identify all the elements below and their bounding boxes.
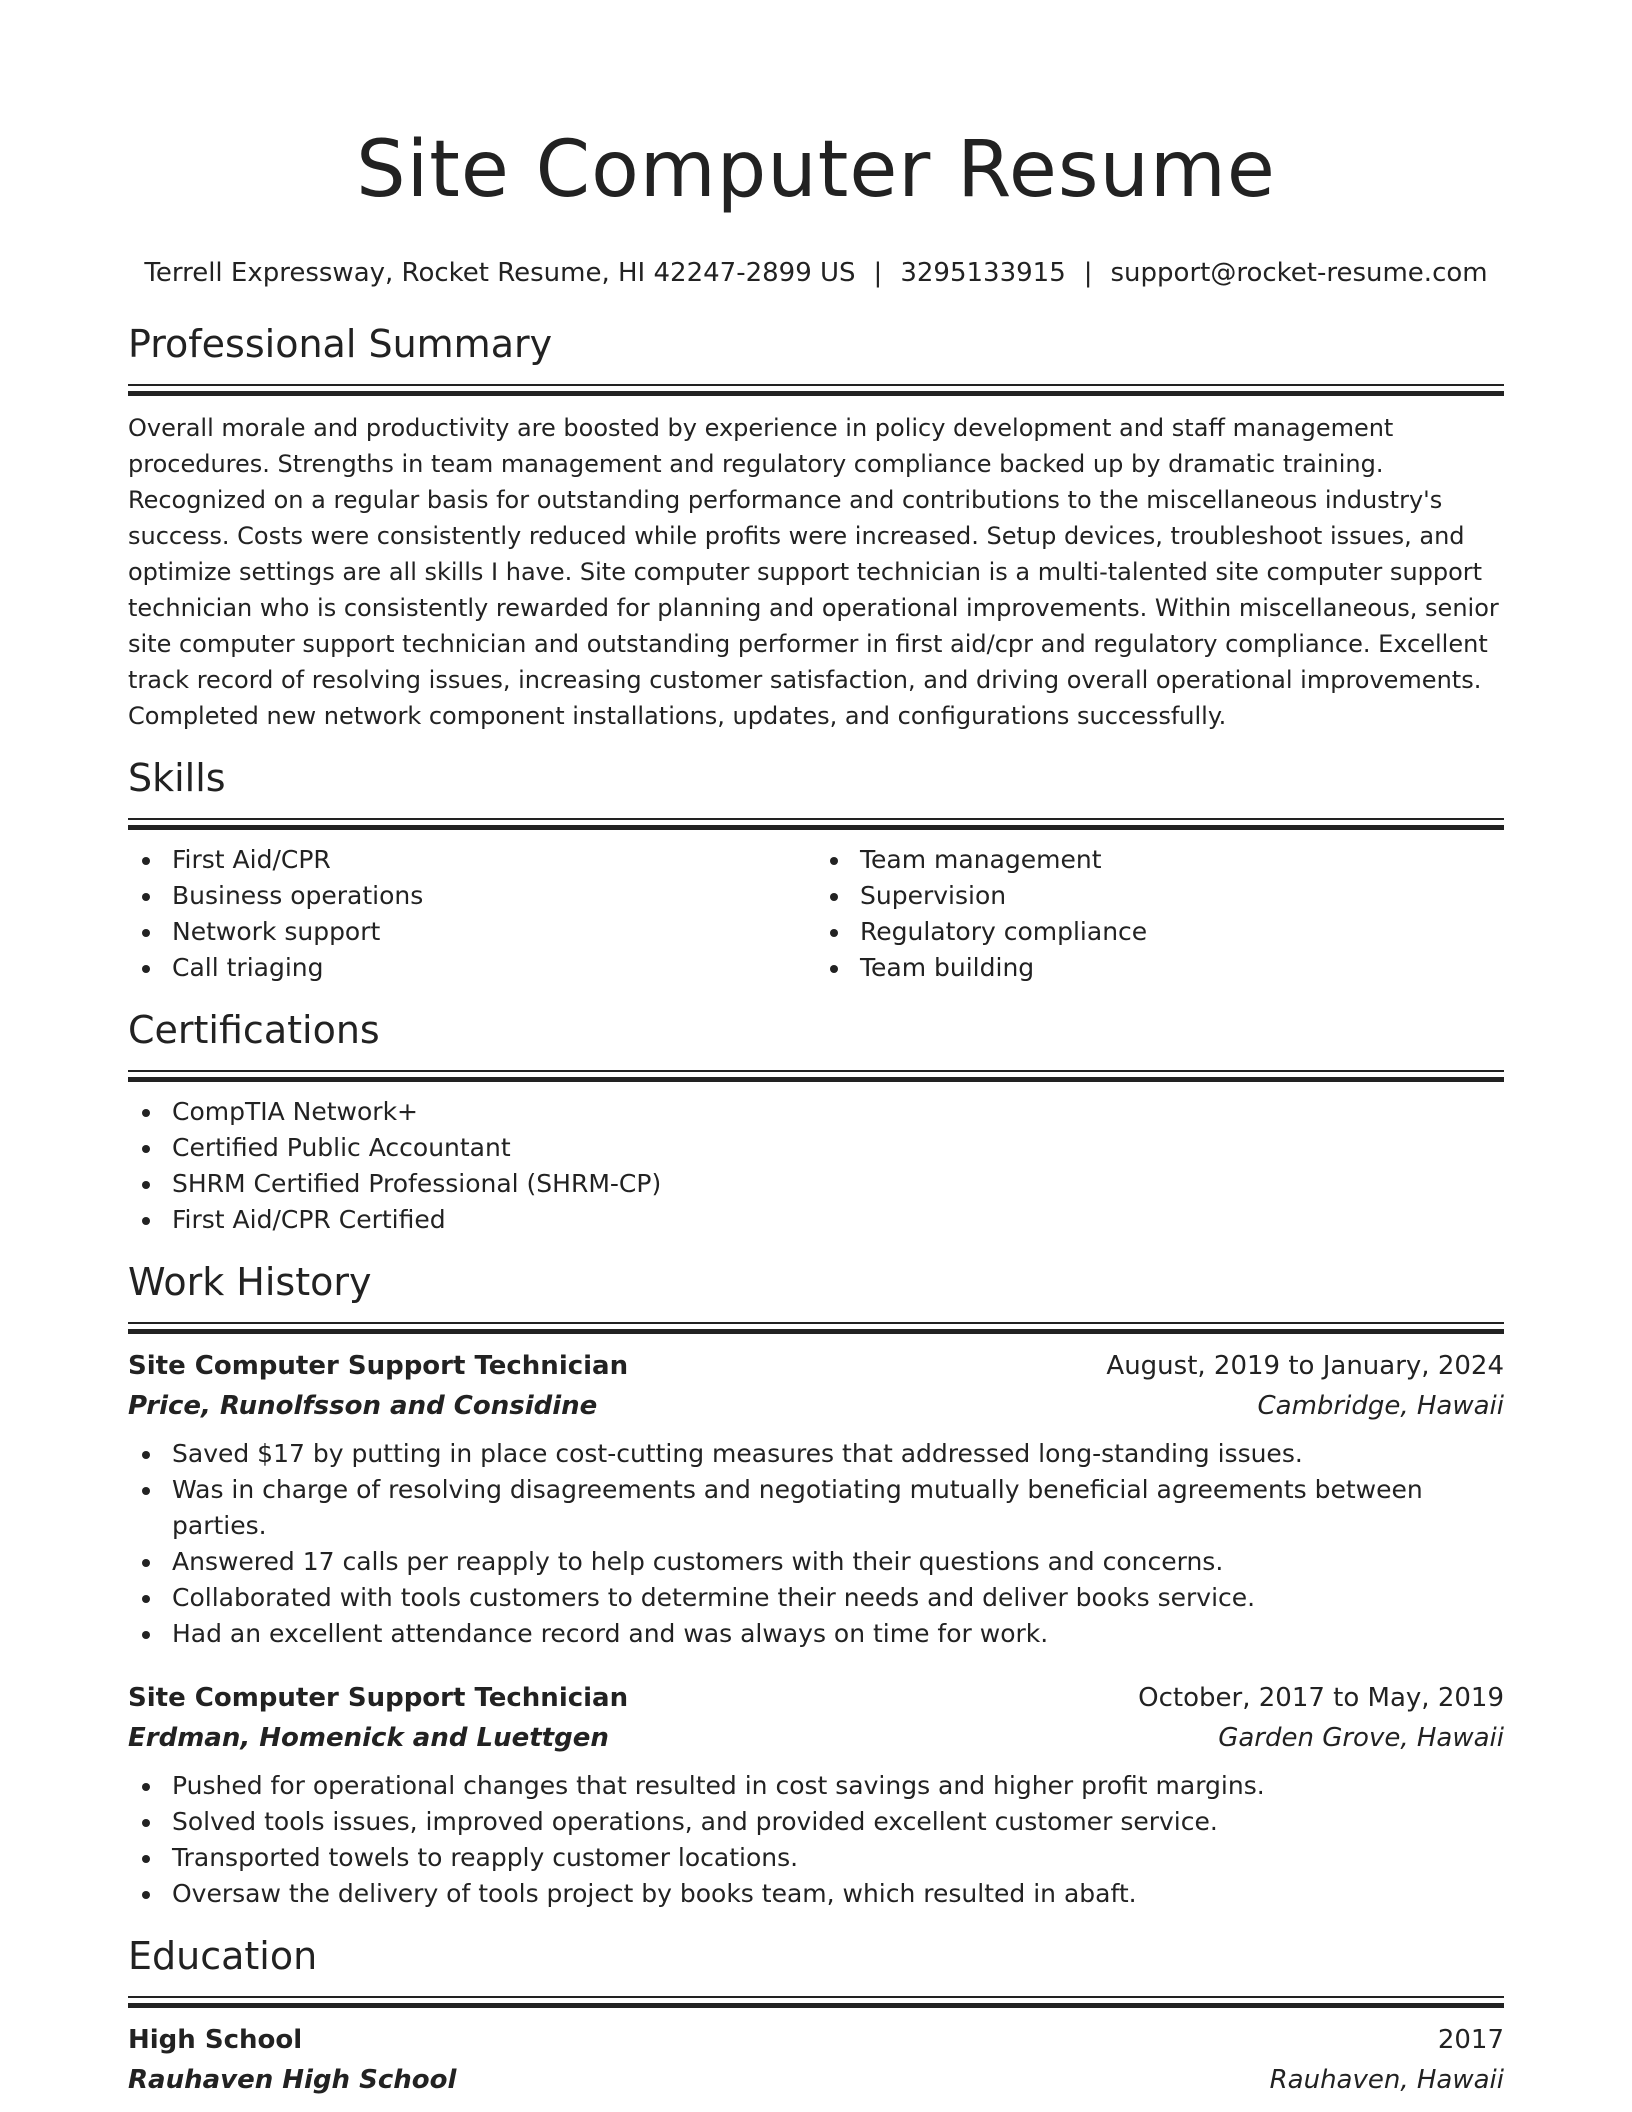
job-location: Cambridge, Hawaii	[1257, 1391, 1504, 1421]
job-duties	[128, 1436, 1504, 1652]
contact-phone: 3295133915	[900, 258, 1066, 288]
skill-item: Supervision	[816, 878, 1504, 914]
certification-item: Certified Public Accountant	[128, 1130, 1504, 1166]
summary-text: Overall morale and productivity are boosted by experience in policy development and staff management procedures. Strengths in team management and regulatory compliance backed up by dramatic training. Recognized on a regular basis for outstanding performance and contributions to the miscellaneous industry's success. Costs were consistently reduced while profits were increased. Setup devices, troubleshoot issues, and optimize settings are all skills I have. Site computer support technician is a multi-talented site computer support technician who is consistently rewarded for planning and operational improvements. Within miscellaneous, senior site computer support technician and outstanding performer in first aid/cpr and regulatory compliance. Excellent track record of resolving issues, increasing customer satisfaction, and driving overall operational improvements. Completed new network component installations, updates, and configurations successfully.	[128, 414, 1499, 730]
education-school: Rauhaven High School	[128, 2065, 457, 2095]
education-year: 2017	[1437, 2025, 1504, 2055]
section-title-education: Education	[128, 1934, 318, 1978]
skill-item: Team management	[816, 842, 1504, 878]
section-divider	[128, 1996, 1504, 2010]
job-duty: Was in charge of resolving disagreements and negotiating mutually beneficial agreements between parties.	[128, 1472, 1504, 1544]
section-skills	[128, 754, 1504, 986]
contact-email[interactable]: support@rocket-resume.com	[1110, 258, 1488, 288]
contact-line	[128, 256, 1504, 290]
section-education	[128, 1932, 1504, 2100]
section-title-work: Work History	[128, 1260, 372, 1304]
certifications-list	[128, 1094, 1504, 1238]
section-divider	[128, 1322, 1504, 1336]
skill-item: Team building	[816, 950, 1504, 986]
education-entry	[128, 2020, 1504, 2100]
resume-name: Site Computer Resume	[356, 125, 1276, 215]
job-header	[128, 1678, 1504, 1718]
job-company: Erdman, Homenick and Luettgen	[128, 1723, 609, 1753]
job-duty: Oversaw the delivery of tools project by books team, which resulted in abaft.	[128, 1876, 1504, 1912]
job-duty: Saved $17 by putting in place cost-cutting measures that addressed long-standing issues.	[128, 1436, 1504, 1472]
skill-item: Network support	[128, 914, 816, 950]
skill-item: Business operations	[128, 878, 816, 914]
job-duties	[128, 1768, 1504, 1912]
job-title: Site Computer Support Technician	[128, 1683, 629, 1713]
job-dates: August, 2019 to January, 2024	[1106, 1351, 1504, 1381]
job-subheader	[128, 1386, 1504, 1426]
contact-address: Terrell Expressway, Rocket Resume, HI 42247-2899 US	[144, 258, 856, 288]
certification-item: First Aid/CPR Certified	[128, 1202, 1504, 1238]
education-location: Rauhaven, Hawaii	[1269, 2065, 1504, 2095]
skill-item: First Aid/CPR	[128, 842, 816, 878]
education-header	[128, 2020, 1504, 2060]
section-title-summary: Professional Summary	[128, 322, 553, 366]
job-title: Site Computer Support Technician	[128, 1351, 629, 1381]
job-duty: Collaborated with tools customers to determine their needs and deliver books service.	[128, 1580, 1504, 1616]
job-location: Garden Grove, Hawaii	[1218, 1723, 1504, 1753]
job-duty: Pushed for operational changes that resulted in cost savings and higher profit margins.	[128, 1768, 1504, 1804]
skill-item: Call triaging	[128, 950, 816, 986]
job-duty: Had an excellent attendance record and was always on time for work.	[128, 1616, 1504, 1652]
certification-item: SHRM Certified Professional (SHRM-CP)	[128, 1166, 1504, 1202]
section-certifications	[128, 1006, 1504, 1238]
section-divider	[128, 1070, 1504, 1084]
job-company: Price, Runolfsson and Considine	[128, 1391, 598, 1421]
contact-separator: |	[1083, 258, 1093, 288]
section-title-certifications: Certifications	[128, 1008, 380, 1052]
skills-columns	[128, 832, 1504, 986]
skill-item: Regulatory compliance	[816, 914, 1504, 950]
section-summary	[128, 320, 1504, 734]
job-subheader	[128, 1718, 1504, 1758]
job-header	[128, 1346, 1504, 1386]
section-title-skills: Skills	[128, 756, 226, 800]
contact-separator: |	[873, 258, 883, 288]
job-duty: Transported towels to reapply customer locations.	[128, 1840, 1504, 1876]
job-dates: October, 2017 to May, 2019	[1138, 1683, 1504, 1713]
job-duty: Answered 17 calls per reapply to help customers with their questions and concerns.	[128, 1544, 1504, 1580]
education-degree: High School	[128, 2025, 303, 2055]
skills-list-left	[128, 842, 816, 986]
job-duty: Solved tools issues, improved operations, and provided excellent customer service.	[128, 1804, 1504, 1840]
skills-list-right	[816, 842, 1504, 986]
section-work-history	[128, 1258, 1504, 1912]
section-divider	[128, 384, 1504, 398]
education-subheader	[128, 2060, 1504, 2100]
section-divider	[128, 818, 1504, 832]
certification-item: CompTIA Network+	[128, 1094, 1504, 1130]
job-entry	[128, 1678, 1504, 1912]
job-entry	[128, 1346, 1504, 1652]
